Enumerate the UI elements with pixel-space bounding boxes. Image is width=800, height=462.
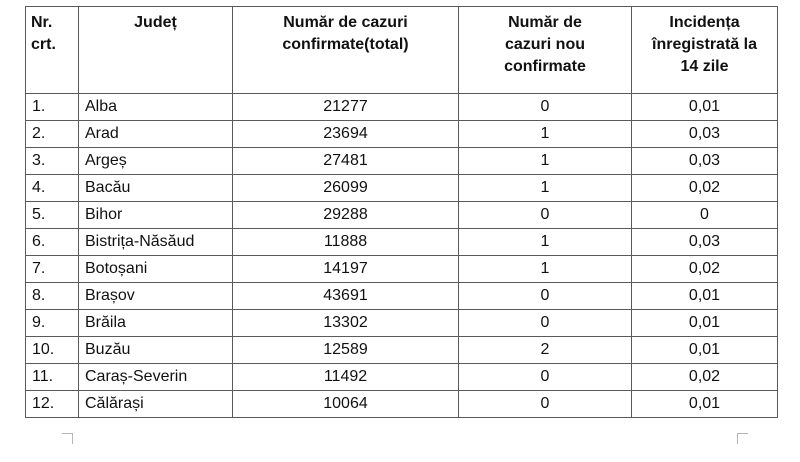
cell-nr: 4.	[26, 175, 79, 202]
cell-judet: Brăila	[79, 310, 233, 337]
cell-total-confirmed: 10064	[233, 391, 459, 418]
cell-total-confirmed: 12589	[233, 337, 459, 364]
cell-new-confirmed: 0	[459, 310, 632, 337]
cell-total-confirmed: 14197	[233, 256, 459, 283]
table-body	[26, 94, 778, 418]
cell-new-confirmed: 1	[459, 229, 632, 256]
header-judet: Județ	[79, 7, 233, 94]
cell-new-confirmed: 2	[459, 337, 632, 364]
table-row	[26, 148, 778, 175]
cell-new-confirmed: 0	[459, 94, 632, 121]
cell-total-confirmed: 21277	[233, 94, 459, 121]
cell-total-confirmed: 43691	[233, 283, 459, 310]
cell-nr: 2.	[26, 121, 79, 148]
cell-incidence: 0,02	[632, 175, 778, 202]
header-total-confirmed: Număr de cazuri confirmate(total)	[233, 7, 459, 94]
page-crop-mark-left	[62, 433, 73, 444]
cell-incidence: 0,02	[632, 364, 778, 391]
table-row	[26, 364, 778, 391]
cell-judet: Buzău	[79, 337, 233, 364]
cell-incidence: 0,02	[632, 256, 778, 283]
cell-new-confirmed: 0	[459, 391, 632, 418]
cell-incidence: 0	[632, 202, 778, 229]
header-incidence-14-days: Incidența înregistrată la 14 zile	[632, 7, 778, 94]
header-new-confirmed: Număr de cazuri nou confirmate	[459, 7, 632, 94]
table-row	[26, 202, 778, 229]
cell-incidence: 0,01	[632, 94, 778, 121]
cell-new-confirmed: 0	[459, 364, 632, 391]
cell-judet: Bacău	[79, 175, 233, 202]
cell-nr: 6.	[26, 229, 79, 256]
cell-total-confirmed: 11888	[233, 229, 459, 256]
cell-total-confirmed: 26099	[233, 175, 459, 202]
table-row	[26, 175, 778, 202]
header-nr-crt: Nr. crt.	[26, 7, 79, 94]
cell-total-confirmed: 29288	[233, 202, 459, 229]
cell-nr: 1.	[26, 94, 79, 121]
cell-nr: 9.	[26, 310, 79, 337]
cell-new-confirmed: 1	[459, 121, 632, 148]
cell-nr: 8.	[26, 283, 79, 310]
cell-incidence: 0,03	[632, 148, 778, 175]
cell-incidence: 0,01	[632, 283, 778, 310]
cell-new-confirmed: 1	[459, 148, 632, 175]
cell-judet: Caraș-Severin	[79, 364, 233, 391]
cell-incidence: 0,01	[632, 310, 778, 337]
cell-judet: Bihor	[79, 202, 233, 229]
cell-new-confirmed: 1	[459, 175, 632, 202]
cell-new-confirmed: 0	[459, 202, 632, 229]
cell-new-confirmed: 0	[459, 283, 632, 310]
table-header-row	[26, 7, 778, 94]
cell-judet: Botoșani	[79, 256, 233, 283]
table-row	[26, 337, 778, 364]
cell-incidence: 0,01	[632, 337, 778, 364]
table-row	[26, 121, 778, 148]
table-row	[26, 256, 778, 283]
cell-new-confirmed: 1	[459, 256, 632, 283]
cell-nr: 10.	[26, 337, 79, 364]
cell-total-confirmed: 13302	[233, 310, 459, 337]
cell-nr: 3.	[26, 148, 79, 175]
table-row	[26, 229, 778, 256]
cell-incidence: 0,03	[632, 229, 778, 256]
cell-nr: 5.	[26, 202, 79, 229]
table-row	[26, 283, 778, 310]
cell-incidence: 0,03	[632, 121, 778, 148]
cell-judet: Brașov	[79, 283, 233, 310]
cell-total-confirmed: 27481	[233, 148, 459, 175]
cell-judet: Alba	[79, 94, 233, 121]
cell-total-confirmed: 11492	[233, 364, 459, 391]
cell-total-confirmed: 23694	[233, 121, 459, 148]
table-row	[26, 94, 778, 121]
page-crop-mark-right	[737, 433, 748, 444]
cell-nr: 7.	[26, 256, 79, 283]
cell-nr: 12.	[26, 391, 79, 418]
covid-cases-table	[25, 6, 778, 418]
table-row	[26, 310, 778, 337]
cell-judet: Argeș	[79, 148, 233, 175]
cell-judet: Arad	[79, 121, 233, 148]
cell-judet: Călărași	[79, 391, 233, 418]
cell-judet: Bistrița-Năsăud	[79, 229, 233, 256]
cell-nr: 11.	[26, 364, 79, 391]
table-row	[26, 391, 778, 418]
cell-incidence: 0,01	[632, 391, 778, 418]
